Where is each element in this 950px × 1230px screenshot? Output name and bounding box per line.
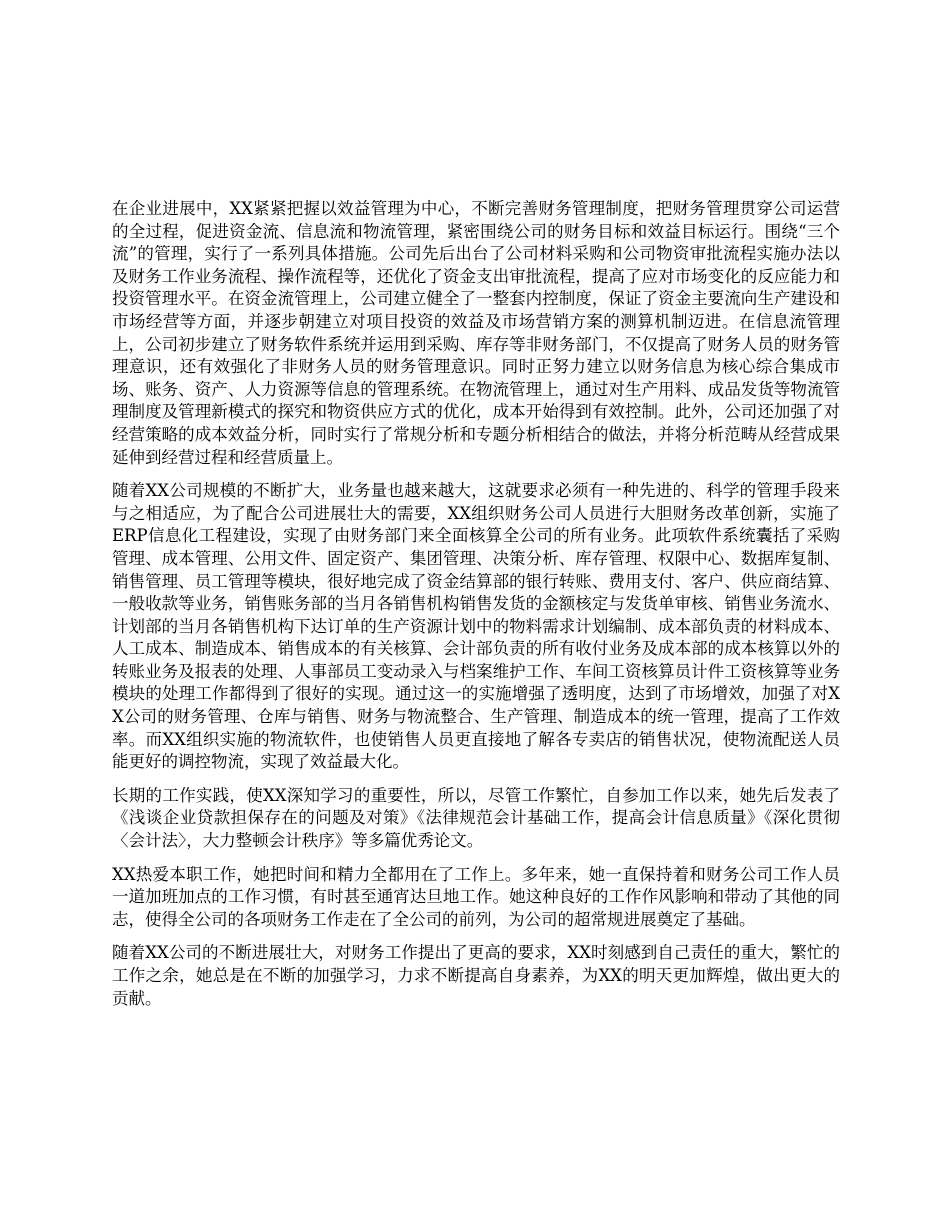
paragraph-1: 在企业进展中，XX紧紧把握以效益管理为中心，不断完善财务管理制度，把财务管理贯穿公司运营的全过程，促进资金流、信息流和物流管理，紧密围绕公司的财务目标和效益目标运行。围绕“三个流”的管理，实行了一系列具体措施。公司先后出台了公司材料采购和公司物资审批流程实施办法以及财务工作业务流程、操作流程等，还优化了资金支出审批流程，提高了应对市场变化的反应能力和投资管理水平。在资金流管理上，公司建立健全了一整套内控制度，保证了资金主要流向生产建设和市场经营等方面，并逐步朝建立对项目投资的效益及市场营销方案的测算机制迈进。在信息流管理上，公司初步建立了财务软件系统并运用到采购、库存等非财务部门，不仅提高了财务人员的财务管理意识，还有效强化了非财务人员的财务管理意识。同时正努力建立以财务信息为核心综合集成市场、账务、资产、人力资源等信息的管理系统。在物流管理上，通过对生产用料、成品发货等物流管理制度及管理新模式的探究和物资供应方式的优化，成本开始得到有效控制。此外，公司还加强了对经营策略的成本效益分析，同时实行了常规分析和专题分析相结合的做法，并将分析范畴从经营成果延伸到经营过程和经营质量上。: [112, 199, 840, 467]
document-body: [112, 198, 840, 1021]
paragraph-2: 随着XX公司规模的不断扩大，业务量也越来越大，这就要求必须有一种先进的、科学的管理手段来与之相适应，为了配合公司进展壮大的需要，XX组织财务公司人员进行大胆财务改革创新，实施了ERP信息化工程建设，实现了由财务部门来全面核算全公司的所有业务。此项软件系统囊括了采购管理、成本管理、公用文件、固定资产、集团管理、决策分析、库存管理、权限中心、数据库复制、销售管理、员工管理等模块，很好地完成了资金结算部的银行转账、费用支付、客户、供应商结算、一般收款等业务，销售账务部的当月各销售机构销售发货的金额核定与发货单审核、销售业务流水、计划部的当月各销售机构下达订单的生产资源计划中的物料需求计划编制、成本部负责的材料成本、人工成本、制造成本、销售成本的有关核算、会计部负责的所有收付业务及成本部的成本核算以外的转账业务及报表的处理、人事部员工变动录入与档案维护工作、车间工资核算员计件工资核算等业务模块的处理工作都得到了很好的实现。通过这一的实施增强了透明度，达到了市场增效，加强了对XX公司的财务管理、仓库与销售、财务与物流整合、生产管理、制造成本的统一管理，提高了工作效率。而XX组织实施的物流软件，也使销售人员更直接地了解各专卖店的销售状况，使物流配送人员能更好的调控物流，实现了效益最大化。: [112, 481, 840, 772]
paragraph-5: 随着XX公司的不断进展壮大，对财务工作提出了更高的要求，XX时刻感到自己责任的重大，繁忙的工作之余，她总是在不断的加强学习，力求不断提高自身素养，为XX的明天更加辉煌，做出更大的贡献。: [112, 943, 840, 1008]
paragraph-3: 长期的工作实践，使XX深知学习的重要性，所以，尽管工作繁忙，自参加工作以来，她先后发表了《浅谈企业贷款担保存在的问题及对策》《法律规范会计基础工作，提高会计信息质量》《深化贯彻〈会计法〉，大力整顿会计秩序》等多篇优秀论文。: [112, 785, 840, 851]
paragraph-4: XX热爱本职工作，她把时间和精力全都用在了工作上。多年来，她一直保持着和财务公司工作人员一道加班加点的工作习惯，有时甚至通宵达旦地工作。她这种良好的工作作风影响和带动了其他的同志，使得全公司的各项财务工作走在了全公司的前列，为公司的超常规进展奠定了基础。: [112, 864, 840, 929]
